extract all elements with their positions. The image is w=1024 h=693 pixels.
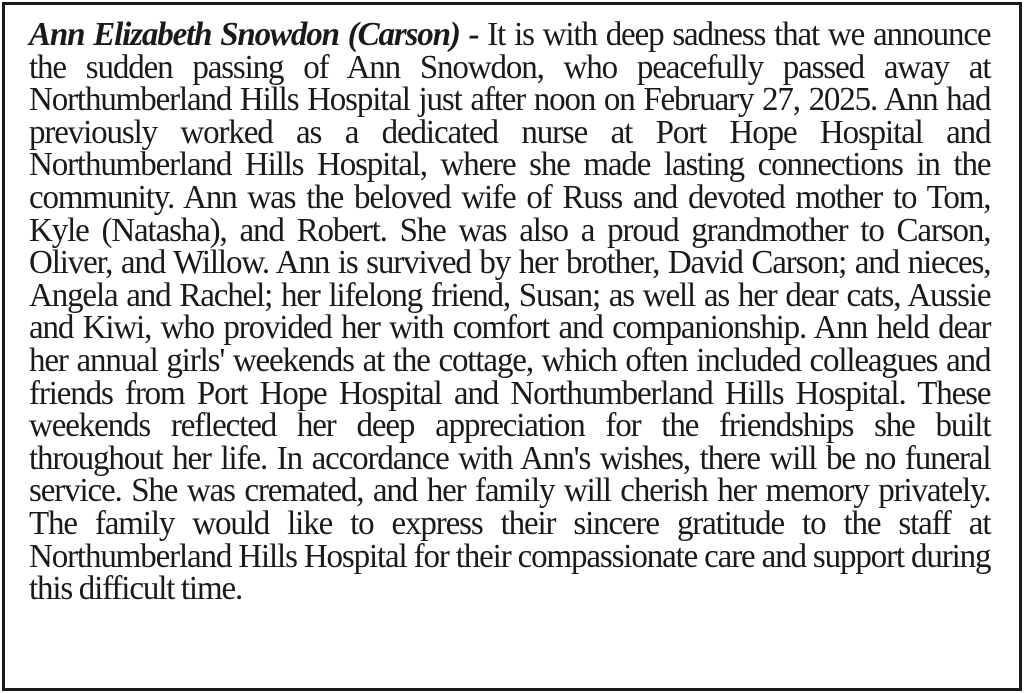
deceased-name: Ann Elizabeth Snowdon (Carson) [29,16,460,53]
name-separator: - [459,16,488,53]
obituary-text: It is with deep sadness that we announce the sudden passing of Ann Snowdon, who peacefully passed away at Northumberland Hills Hospital just after noon on February 27, 2025. Ann had previously worked as a dedicated nurse at Port Hope Hospital and Northumberland Hills Hospital, where she made lasting connections in the community. Ann was the beloved wife of Russ and devoted mother to Tom, Kyle (Natasha), and Robert. She was also a proud grandmother to Carson, Oliver, and Willow. Ann is survived by her brother, David Carson; and nieces, Angela and Rachel; her lifelong friend, Susan; as well as her dear cats, Aussie and Kiwi, who provided her with comfort and companionship. Ann held dear her annual girls' weekends at the cottage, which often included colleagues and friends from Port Hope Hospital and Northumberland Hills Hospital. These weekends reflected her deep appreciation for the friendships she built throughout her life. In accordance with Ann's wishes, there will be no funeral service. She was cremated, and her family will cherish her memory privately. The family would like to express their sincere gratitude to the staff at Northumberland Hills Hospital for their compassionate care and support during this difficult time. [29,16,991,608]
obituary-notice [2,2,1022,691]
obituary-body [29,16,991,608]
